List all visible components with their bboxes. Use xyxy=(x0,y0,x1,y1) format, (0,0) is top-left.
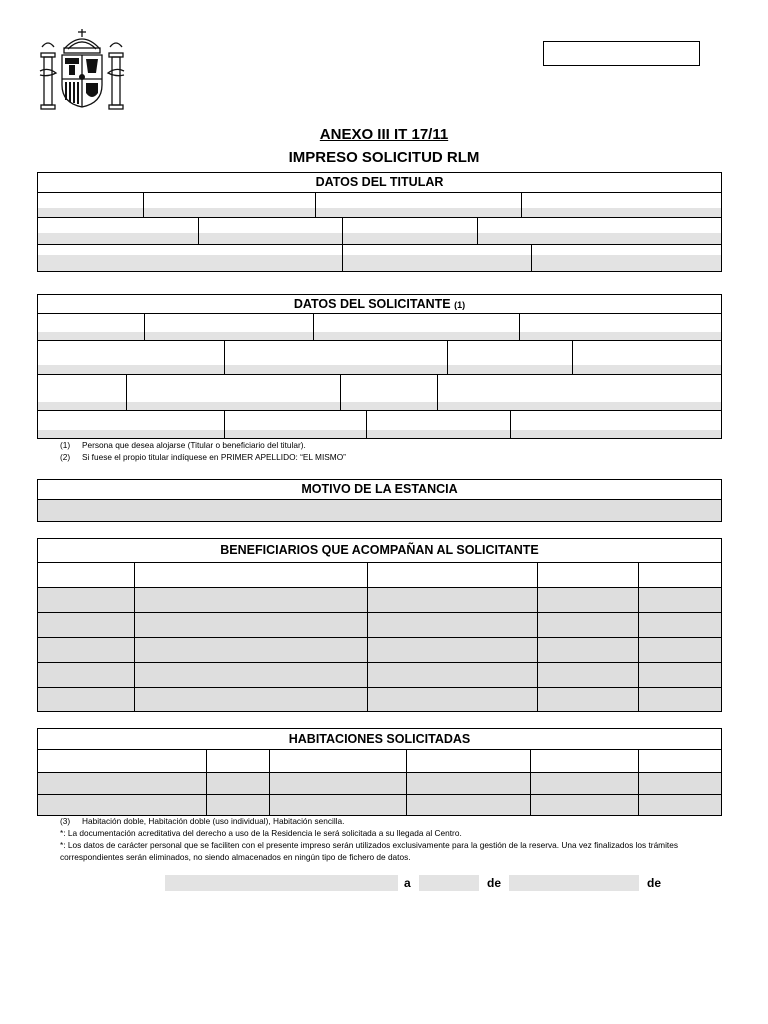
footnote-text: Los datos de carácter personal que se faciliten con el presente impreso serán utilizados exclusivamente para la gestión de la reserva. Una vez finalizados los trámites correspondientes serán eliminados, no siendo almacenados en ningún tipo de fichero de datos. xyxy=(60,840,679,862)
footnote xyxy=(60,839,725,863)
column-header-cell xyxy=(639,563,721,587)
place-field[interactable] xyxy=(165,875,398,891)
form-field[interactable] xyxy=(38,193,144,217)
column-header-cell xyxy=(368,563,538,587)
form-field[interactable] xyxy=(407,795,531,815)
beneficiarios-header-row xyxy=(38,563,721,588)
page-title: ANEXO III IT 17/11 xyxy=(319,126,449,143)
form-field[interactable] xyxy=(639,688,721,711)
footnote xyxy=(60,827,725,839)
solicitante-footnotes xyxy=(60,439,710,463)
habitaciones-section xyxy=(37,728,722,816)
form-field[interactable] xyxy=(478,218,721,244)
footnote-text: Persona que desea alojarse (Titular o beneficiario del titular). xyxy=(82,440,306,450)
form-field[interactable] xyxy=(145,314,314,340)
column-header-cell xyxy=(407,750,531,772)
form-field[interactable] xyxy=(438,375,721,410)
column-header-cell xyxy=(38,750,207,772)
form-field[interactable] xyxy=(639,773,721,794)
date-word-de-1: de xyxy=(487,876,502,890)
beneficiario-row xyxy=(38,588,721,613)
form-field[interactable] xyxy=(144,193,316,217)
form-field[interactable] xyxy=(639,663,721,687)
column-header-cell xyxy=(538,563,639,587)
form-field[interactable] xyxy=(639,795,721,815)
form-field[interactable] xyxy=(135,638,368,662)
solicitante-title: DATOS DEL SOLICITANTE xyxy=(293,297,451,311)
reference-box[interactable] xyxy=(543,41,700,66)
form-field[interactable] xyxy=(225,341,448,374)
form-field[interactable] xyxy=(38,314,145,340)
beneficiario-row xyxy=(38,638,721,663)
column-header-cell xyxy=(270,750,407,772)
form-field[interactable] xyxy=(639,638,721,662)
form-field[interactable] xyxy=(270,795,407,815)
form-field[interactable] xyxy=(135,663,368,687)
form-field[interactable] xyxy=(127,375,341,410)
date-word-a: a xyxy=(404,876,411,890)
form-field[interactable] xyxy=(38,341,225,374)
habitacion-row xyxy=(38,795,721,815)
footnote-number: (3) xyxy=(60,816,71,826)
titular-section xyxy=(37,172,722,272)
motivo-row xyxy=(38,500,721,521)
form-field[interactable] xyxy=(314,314,520,340)
beneficiario-row xyxy=(38,613,721,638)
form-field[interactable] xyxy=(538,613,639,637)
form-field[interactable] xyxy=(538,663,639,687)
titular-header: DATOS DEL TITULAR xyxy=(38,173,721,193)
form-field[interactable] xyxy=(135,613,368,637)
footnote-number: *: xyxy=(60,828,66,838)
coat-of-arms-icon xyxy=(38,27,126,111)
motivo-field[interactable] xyxy=(38,500,721,521)
form-field[interactable] xyxy=(38,411,225,438)
footnote-number: (2) xyxy=(60,452,71,462)
column-header-cell xyxy=(135,563,368,587)
form-field[interactable] xyxy=(38,663,135,687)
column-header-cell xyxy=(531,750,639,772)
habitaciones-header: HABITACIONES SOLICITADAS xyxy=(38,729,721,750)
form-field[interactable] xyxy=(341,375,438,410)
form-field[interactable] xyxy=(38,688,135,711)
footnote xyxy=(60,815,725,827)
form-field[interactable] xyxy=(38,795,207,815)
titular-row xyxy=(38,218,721,245)
form-field[interactable] xyxy=(511,411,721,438)
solicitante-header xyxy=(38,295,721,314)
form-field[interactable] xyxy=(343,218,478,244)
beneficiario-row xyxy=(38,688,721,711)
habitaciones-header-row xyxy=(38,750,721,773)
form-field[interactable] xyxy=(135,588,368,612)
solicitante-row xyxy=(38,341,721,375)
form-field[interactable] xyxy=(531,795,639,815)
motivo-section xyxy=(37,479,722,522)
form-field[interactable] xyxy=(199,218,343,244)
form-field[interactable] xyxy=(573,341,721,374)
column-header-cell xyxy=(38,563,135,587)
form-field[interactable] xyxy=(38,375,127,410)
form-field[interactable] xyxy=(368,663,538,687)
form-field[interactable] xyxy=(522,193,721,217)
form-field[interactable] xyxy=(135,688,368,711)
beneficiario-row xyxy=(38,663,721,688)
solicitante-row xyxy=(38,411,721,438)
footnote-text: La documentación acreditativa del derecho a uso de la Residencia le será solicitada a su llegada al Centro. xyxy=(67,828,462,838)
day-field[interactable] xyxy=(419,875,479,891)
form-field[interactable] xyxy=(532,245,721,271)
beneficiarios-section xyxy=(37,538,722,712)
solicitante-title-note: (1) xyxy=(454,300,466,310)
form-field[interactable] xyxy=(538,638,639,662)
column-header-cell xyxy=(639,750,721,772)
motivo-header: MOTIVO DE LA ESTANCIA xyxy=(38,480,721,500)
footnote xyxy=(60,439,710,451)
form-field[interactable] xyxy=(368,613,538,637)
footnote-text: Habitación doble, Habitación doble (uso individual), Habitación sencilla. xyxy=(82,816,345,826)
form-field[interactable] xyxy=(316,193,522,217)
form-field[interactable] xyxy=(38,613,135,637)
solicitante-section xyxy=(37,294,722,439)
solicitante-row xyxy=(38,314,721,341)
form-field[interactable] xyxy=(520,314,721,340)
form-field[interactable] xyxy=(38,245,343,271)
form-field[interactable] xyxy=(639,613,721,637)
titular-row xyxy=(38,245,721,271)
form-field[interactable] xyxy=(225,411,367,438)
footnote-number: (1) xyxy=(60,440,71,450)
column-header-cell xyxy=(207,750,270,772)
form-field[interactable] xyxy=(368,688,538,711)
form-field[interactable] xyxy=(38,588,135,612)
form-field[interactable] xyxy=(367,411,511,438)
form-field[interactable] xyxy=(38,773,207,794)
titular-row xyxy=(38,193,721,218)
page-subtitle: IMPRESO SOLICITUD RLM xyxy=(288,149,480,166)
form-field[interactable] xyxy=(448,341,573,374)
solicitante-row xyxy=(38,375,721,411)
footnote-number: *: xyxy=(60,840,66,850)
habitaciones-footnotes xyxy=(60,815,725,863)
date-word-de-2: de xyxy=(647,876,662,890)
form-field[interactable] xyxy=(407,773,531,794)
form-field[interactable] xyxy=(207,773,270,794)
month-field[interactable] xyxy=(509,875,639,891)
form-field[interactable] xyxy=(538,588,639,612)
beneficiarios-header: BENEFICIARIOS QUE ACOMPAÑAN AL SOLICITANTE xyxy=(38,539,721,563)
form-field[interactable] xyxy=(38,218,199,244)
form-field[interactable] xyxy=(639,588,721,612)
form-field[interactable] xyxy=(531,773,639,794)
form-field[interactable] xyxy=(207,795,270,815)
habitacion-row xyxy=(38,773,721,795)
form-field[interactable] xyxy=(368,588,538,612)
footnote xyxy=(60,451,710,463)
footnote-text: Si fuese el propio titular indíquese en PRIMER APELLIDO: “EL MISMO” xyxy=(82,452,346,462)
form-field[interactable] xyxy=(343,245,532,271)
form-field[interactable] xyxy=(38,638,135,662)
form-field[interactable] xyxy=(270,773,407,794)
form-field[interactable] xyxy=(368,638,538,662)
form-field[interactable] xyxy=(538,688,639,711)
